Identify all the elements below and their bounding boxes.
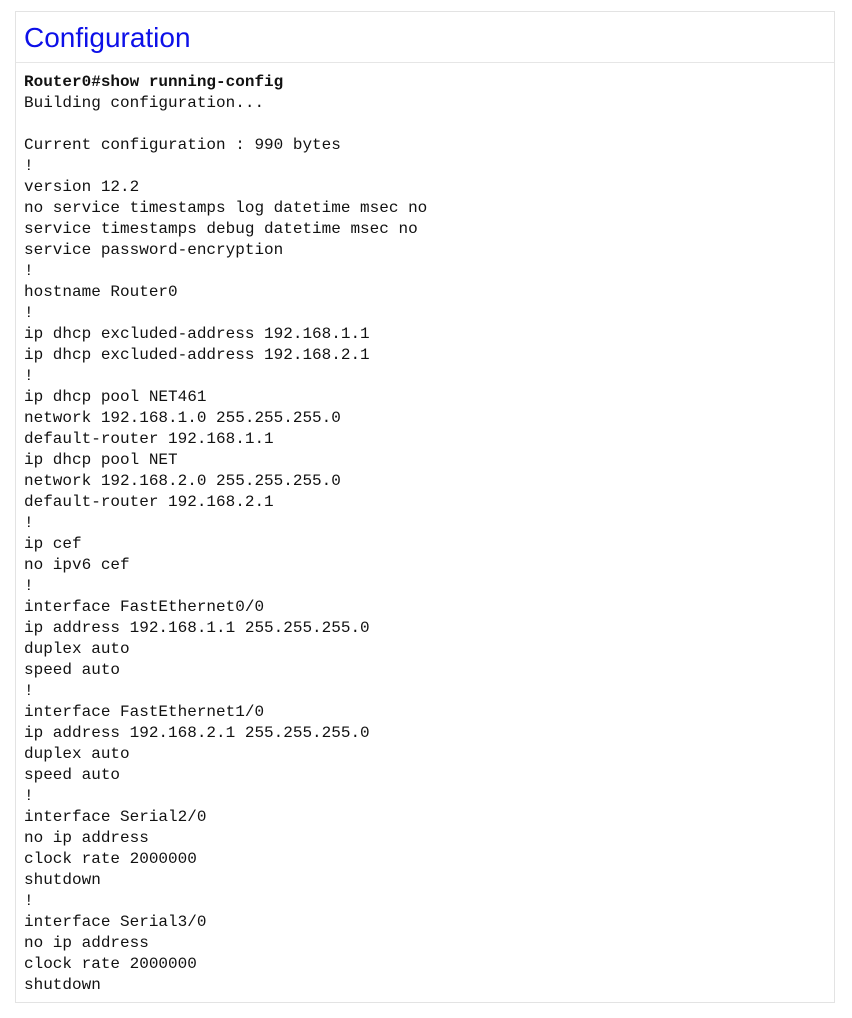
config-line: ! <box>24 262 34 280</box>
config-line: ! <box>24 514 34 532</box>
config-line: clock rate 2000000 <box>24 850 197 868</box>
config-line: no ip address <box>24 829 149 847</box>
config-line: network 192.168.1.0 255.255.255.0 <box>24 409 341 427</box>
config-output <box>16 63 834 996</box>
panel-header <box>16 12 834 63</box>
config-line: ip address 192.168.2.1 255.255.255.0 <box>24 724 370 742</box>
config-line: network 192.168.2.0 255.255.255.0 <box>24 472 341 490</box>
config-line: no service timestamps log datetime msec no <box>24 199 428 217</box>
config-line: interface Serial2/0 <box>24 808 207 826</box>
config-line: ! <box>24 577 34 595</box>
config-line: no ipv6 cef <box>24 556 130 574</box>
config-line: ip address 192.168.1.1 255.255.255.0 <box>24 619 370 637</box>
config-line: ! <box>24 682 34 700</box>
config-line: ip cef <box>24 535 82 553</box>
config-line: duplex auto <box>24 745 130 763</box>
config-line: version 12.2 <box>24 178 140 196</box>
config-line: ! <box>24 892 34 910</box>
config-line: clock rate 2000000 <box>24 955 197 973</box>
config-line: ip dhcp excluded-address 192.168.2.1 <box>24 346 370 364</box>
config-line: shutdown <box>24 976 101 994</box>
config-line: ! <box>24 787 34 805</box>
configuration-panel <box>15 11 835 1003</box>
config-line: hostname Router0 <box>24 283 178 301</box>
config-line: service password-encryption <box>24 241 284 259</box>
config-line: interface FastEthernet0/0 <box>24 598 265 616</box>
config-line: speed auto <box>24 661 121 679</box>
config-line: default-router 192.168.1.1 <box>24 430 274 448</box>
config-line: duplex auto <box>24 640 130 658</box>
config-line: no ip address <box>24 934 149 952</box>
config-line: default-router 192.168.2.1 <box>24 493 274 511</box>
config-line: Current configuration : 990 bytes <box>24 136 341 154</box>
config-line: speed auto <box>24 766 121 784</box>
config-line <box>24 114 834 135</box>
panel-title: Configuration <box>24 22 191 53</box>
config-line: interface FastEthernet1/0 <box>24 703 265 721</box>
config-line: ip dhcp pool NET461 <box>24 388 207 406</box>
config-line: ! <box>24 157 34 175</box>
config-line: ip dhcp excluded-address 192.168.1.1 <box>24 325 370 343</box>
config-line: ! <box>24 367 34 385</box>
config-line: interface Serial3/0 <box>24 913 207 931</box>
config-line: ip dhcp pool NET <box>24 451 178 469</box>
config-line: Building configuration... <box>24 94 265 112</box>
config-command: Router0#show running-config <box>24 73 284 91</box>
config-line: ! <box>24 304 34 322</box>
config-line: service timestamps debug datetime msec no <box>24 220 418 238</box>
config-line: shutdown <box>24 871 101 889</box>
